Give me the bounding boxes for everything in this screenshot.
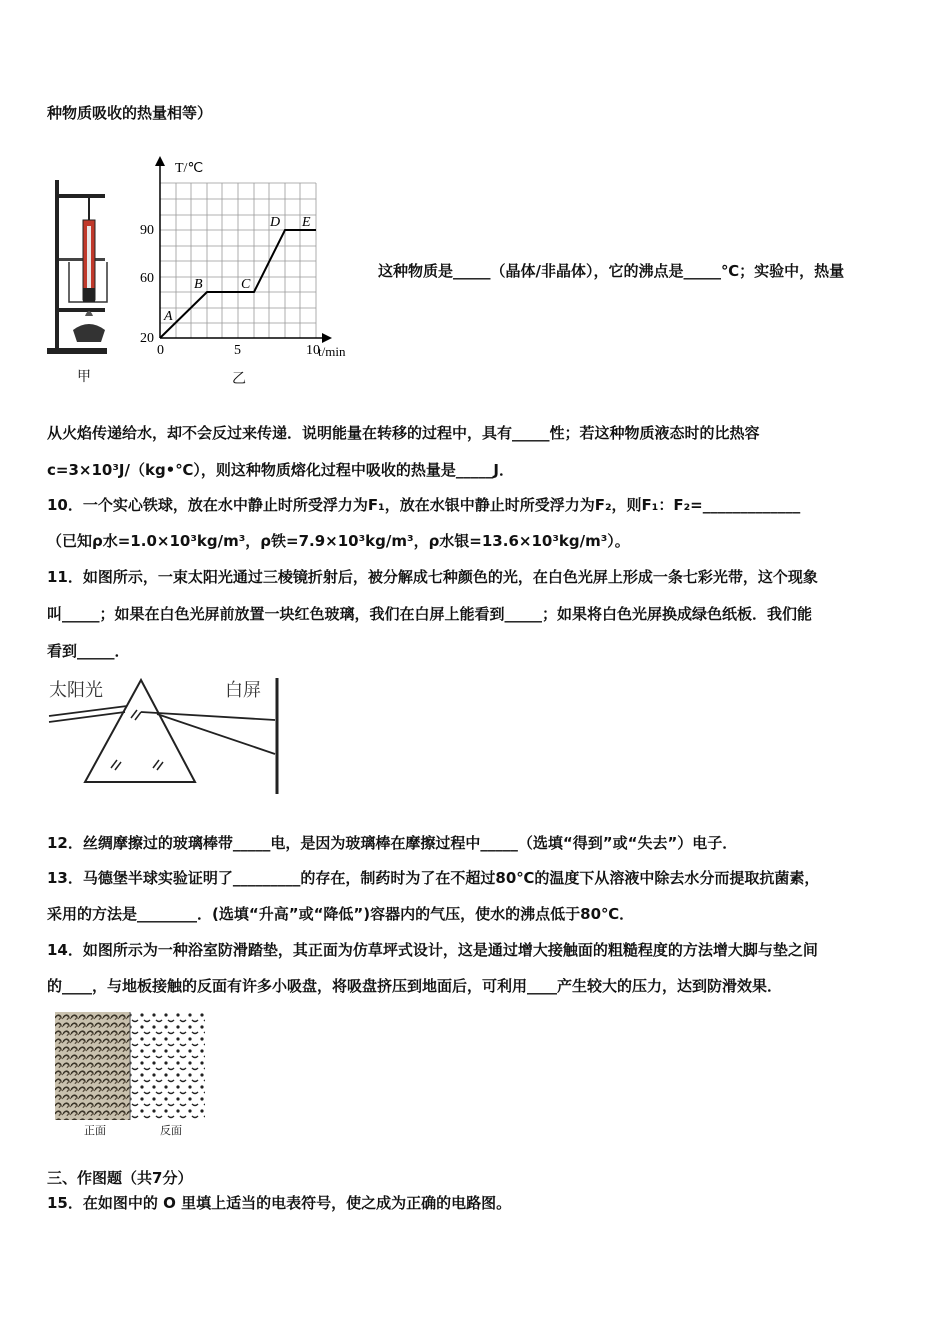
q14-line-a: 14．如图所示为一种浴室防滑踏垫，其正面为仿草坪式设计，这是通过增大接触面的粗糙程度的方法增大脚与垫之间 xyxy=(47,941,818,959)
point-label: D xyxy=(270,215,281,230)
y-tick: 20 xyxy=(140,331,154,346)
text-line: 种物质吸收的热量相等） xyxy=(47,104,213,122)
apparatus-label: 甲 xyxy=(77,369,91,385)
mat-figure xyxy=(55,1012,205,1122)
mat-front-label: 正面 xyxy=(84,1124,106,1137)
q10-line-b: （已知ρ水=1.0×10³kg/m³，ρ铁=7.9×10³kg/m³，ρ水银=13.6×10³kg/m³）。 xyxy=(47,532,630,550)
q11-line-c: 看到_____． xyxy=(47,642,130,660)
x-tick: 10 xyxy=(306,343,320,358)
q11-line-b: 叫_____；如果在白色光屏前放置一块红色玻璃，我们在白屏上能看到_____；如果将白色光屏换成绿色纸板．我们能 xyxy=(47,605,813,623)
x-tick: 0 xyxy=(157,343,164,358)
q9-line-b: 从火焰传递给水，却不会反过来传递．说明能量在转移的过程中，具有_____性；若这种物质液态时的比热容 xyxy=(47,424,760,442)
q9-line-c: c=3×10³J/（kg•℃），则这种物质熔化过程中吸收的热量是_____J． xyxy=(47,461,515,479)
q14-line-b: 的____，与地板接触的反面有许多小吸盘，将吸盘挤压到地面后，可利用____产生较大的压力，达到防滑效果． xyxy=(47,977,783,995)
y-tick: 90 xyxy=(140,223,154,238)
screen-label: 白屏 xyxy=(225,680,261,701)
prism-figure xyxy=(45,670,290,800)
temperature-graph xyxy=(130,148,370,388)
q13-line-a: 13．马德堡半球实验证明了_________的存在，制药时为了在不超过80℃的温度下从溶液中除去水分而提取抗菌素， xyxy=(47,869,820,887)
x-axis-label: t/min xyxy=(318,344,346,359)
q13-line-b: 采用的方法是________．(选填“升高”或“降低”)容器内的气压，使水的沸点低于80℃． xyxy=(47,905,635,923)
point-label: C xyxy=(241,277,251,292)
graph-label: 乙 xyxy=(232,371,246,387)
mat-back-label: 反面 xyxy=(160,1124,182,1137)
point-label: E xyxy=(302,215,311,230)
apparatus-figure xyxy=(45,180,115,360)
q15-line: 15．在如图中的 O 里填上适当的电表符号，使之成为正确的电路图。 xyxy=(47,1194,512,1212)
q12-line: 12．丝绸摩擦过的玻璃棒带_____电，是因为玻璃棒在摩擦过程中_____（选填“得到”或“失去”）电子． xyxy=(47,834,738,852)
sun-label: 太阳光 xyxy=(49,680,103,701)
q10-line-a: 10．一个实心铁球，放在水中静止时所受浮力为F₁，放在水银中静止时所受浮力为F₂，则F₁：F₂=_____________ xyxy=(47,496,801,514)
q11-line-a: 11．如图所示，一束太阳光通过三棱镜折射后，被分解成七种颜色的光，在白色光屏上形成一条七彩光带，这个现象 xyxy=(47,568,818,586)
point-label: A xyxy=(164,309,173,324)
point-label: B xyxy=(194,277,203,292)
y-tick: 60 xyxy=(140,271,154,286)
section-title: 三、作图题（共7分） xyxy=(47,1169,193,1187)
x-tick: 5 xyxy=(234,343,241,358)
q9-line-a: 这种物质是_____（晶体/非晶体），它的沸点是_____℃；实验中，热量 xyxy=(378,262,845,280)
y-axis-label: T/℃ xyxy=(175,161,204,176)
